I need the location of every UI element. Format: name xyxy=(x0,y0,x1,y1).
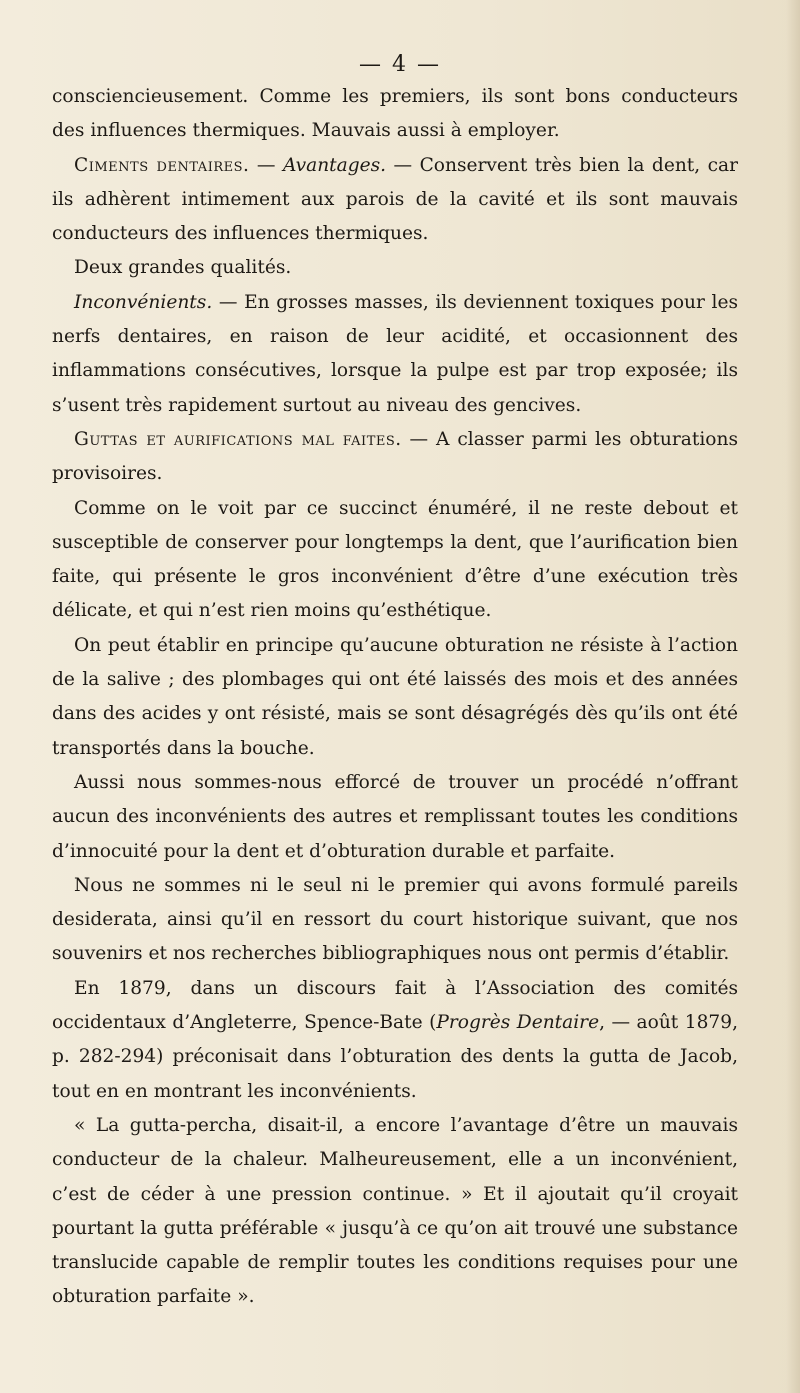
paragraph-1: consciencieusement. Comme les premiers, ils sont bons conducteurs des influences thermiques. Mauvais aussi à employer. xyxy=(52,86,738,142)
section-heading-guttas: Guttas et aurifications mal faites. xyxy=(74,428,402,450)
paragraph-nous-ne-sommes: Nous ne sommes ni le seul ni le premier qui avons formulé pareils desiderata, ainsi qu’il en ressort du court historique suivant, que nos souvenirs et nos recherches bibliographiques nous ont permis d’établir. xyxy=(52,874,738,965)
paragraph-guttas: Guttas et aurifications mal faites. — A classer parmi les obturations provisoires. xyxy=(52,428,738,485)
citation-progres-dentaire: Progrès Dentaire xyxy=(436,1012,600,1034)
subheading-avantages: Avantages. xyxy=(282,154,387,176)
section-heading-ciments: Ciments dentaires. xyxy=(74,154,250,176)
paragraph-quote-gutta-percha: « La gutta-percha, disait-il, a encore l’avantage d’être un mauvais conducteur de la chaleur. Malheureusement, elle a un inconvénient, c’est de céder à une pression continue. » Et il ajoutait qu’il croyait pourtant la gutta préférable « jusqu’à ce qu’on ait trouvé une substance translucide capable de remplir toutes les conditions requises pour une obturation parfaite ». xyxy=(52,1114,738,1308)
paragraph-qualites: Deux grandes qualités. xyxy=(74,257,292,279)
page-number: — 4 — xyxy=(359,52,441,77)
subheading-inconvenients: Inconvénients. xyxy=(74,291,213,313)
page-edge-shadow xyxy=(786,0,800,1393)
paragraph-inconvenients: Inconvénients. — En grosses masses, ils deviennent toxiques pour les nerfs dentaires, en raison de leur acidité, et occasionnent des inflammations consécutives, lorsque la pulpe est par trop exposée; ils s’usent très rapidement surtout au niveau des gencives. xyxy=(52,291,738,416)
body-text xyxy=(52,80,738,1315)
paragraph-on-peut-etablir: On peut établir en principe qu’aucune obturation ne résiste à l’action de la salive ; des plombages qui ont été laissés des mois et des années dans des acides y ont résisté, mais se sont désagrégés dès qu’ils ont été transportés dans la bouche. xyxy=(52,634,738,759)
paragraph-en-1879: En 1879, dans un discours fait à l’Association des comités occidentaux d’Angleterre, Spence-Bate (Progrès Dentaire, — août 1879, p. 282-294) préconisait dans l’obturation des dents la gutta de Jacob, tout en en montrant les inconvénients. xyxy=(52,977,738,1102)
paragraph-aussi-nous: Aussi nous sommes-nous efforcé de trouver un procédé n’offrant aucun des inconvénients des autres et remplissant toutes les conditions d’innocuité pour la dent et d’obturation durable et parfaite. xyxy=(52,771,738,862)
paragraph-comme-on-le-voit: Comme on le voit par ce succinct énuméré, il ne reste debout et susceptible de conserver pour longtemps la dent, que l’aurification bien faite, qui présente le gros inconvénient d’être d’une exécution très délicate, et qui n’est rien moins qu’esthétique. xyxy=(52,497,738,622)
paragraph-ciments-dentaires: Ciments dentaires. — Avantages. — Conservent très bien la dent, car ils adhèrent intimement aux parois de la cavité et ils sont mauvais conducteurs des influences thermiques. xyxy=(52,154,739,245)
